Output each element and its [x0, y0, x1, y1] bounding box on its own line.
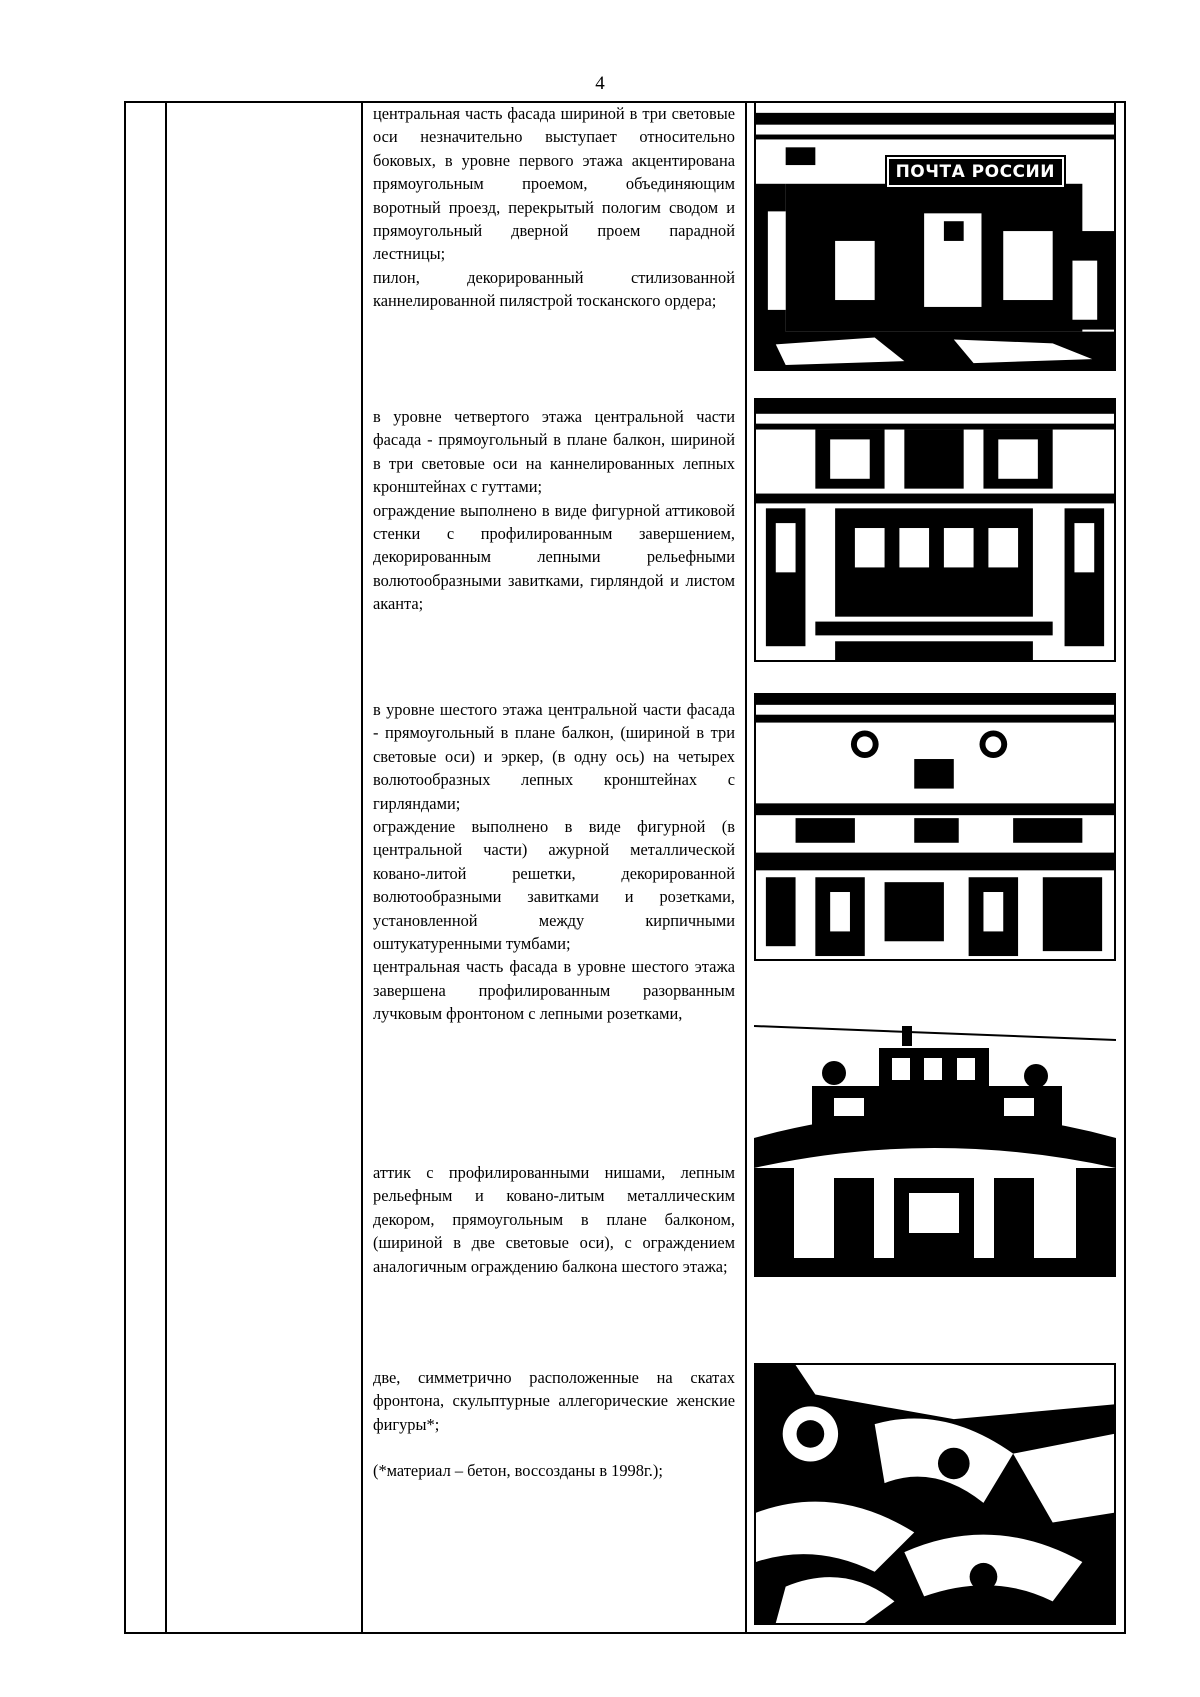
page-number: 4 — [595, 73, 605, 94]
column-divider-3 — [745, 101, 747, 1634]
row-3-paragraph-1: в уровне шестого этажа центральной части фасада - прямоугольный в плане балкон, (шириной в три световые оси) и эркер, (в одну ось) на четырех волютообразных лепных кронштейнах с гирляндами; — [373, 700, 735, 813]
row-1-paragraph-2: пилон, декорированный стилизованной каннелированной пилястрой тосканского ордера; — [373, 267, 735, 311]
row-3-paragraph-2: ограждение выполнено в виде фигурной (в центральной части) ажурной металлической ковано-литой решетки, декорированной волютообразными завитками и розетками, установленной между кирпичными оштукатуренными тумбами; — [373, 817, 735, 954]
facade-photo-balcony-4th-floor — [754, 398, 1116, 662]
row-4-paragraph-1: аттик с профилированными нишами, лепным рельефным и ковано-литым металлическим декором, прямоугольным в плане балконом, (шириной в две световые оси), с ограждением аналогичным ограждению балкона шестого этажа; — [373, 1163, 735, 1276]
row-5-paragraph-1: две, симметрично расположенные на скатах фронтона, скульптурные аллегорические женские фигуры*; — [373, 1368, 735, 1434]
row-3-text — [373, 698, 735, 1026]
row-3-paragraph-3: центральная часть фасада в уровне шестого этажа завершена профилированным разорванным лучковым фронтоном с лепными розетками, — [373, 957, 735, 1024]
column-divider-2 — [361, 101, 363, 1634]
row-2-text — [373, 405, 735, 616]
post-office-sign: ПОЧТА РОССИИ — [887, 157, 1064, 187]
row-1-text — [373, 102, 735, 313]
facade-photo-balcony-6th-floor — [754, 693, 1116, 961]
facade-photo-sculptures — [754, 1363, 1116, 1625]
row-4-text — [373, 1161, 735, 1278]
facade-photo-pediment-attic — [754, 1018, 1116, 1277]
row-5-text — [373, 1366, 735, 1483]
row-2-paragraph-1: в уровне четвертого этажа центральной части фасада - прямоугольный в плане балкон, шириной в три световые оси на каннелированных лепных кронштейнах с гуттами; — [373, 407, 735, 497]
facade-photo-entrance — [754, 101, 1116, 371]
row-2-paragraph-2: ограждение выполнено в виде фигурной аттиковой стенки с профилированным завершением, декорированным лепными рельефными волютообразными завитками, гирляндой и листом аканта; — [373, 500, 735, 614]
column-divider-1 — [165, 101, 167, 1634]
row-5-paragraph-2: (*материал – бетон, воссозданы в 1998г.); — [373, 1461, 663, 1481]
row-1-paragraph-1: центральная часть фасада шириной в три световые оси незначительно выступает относительно боковых, в уровне первого этажа акцентирована прямоугольным проемом, объединяющим воротный проезд, перекрытый пологим сводом и прямоугольный дверной проем парадной лестницы; — [373, 104, 735, 264]
